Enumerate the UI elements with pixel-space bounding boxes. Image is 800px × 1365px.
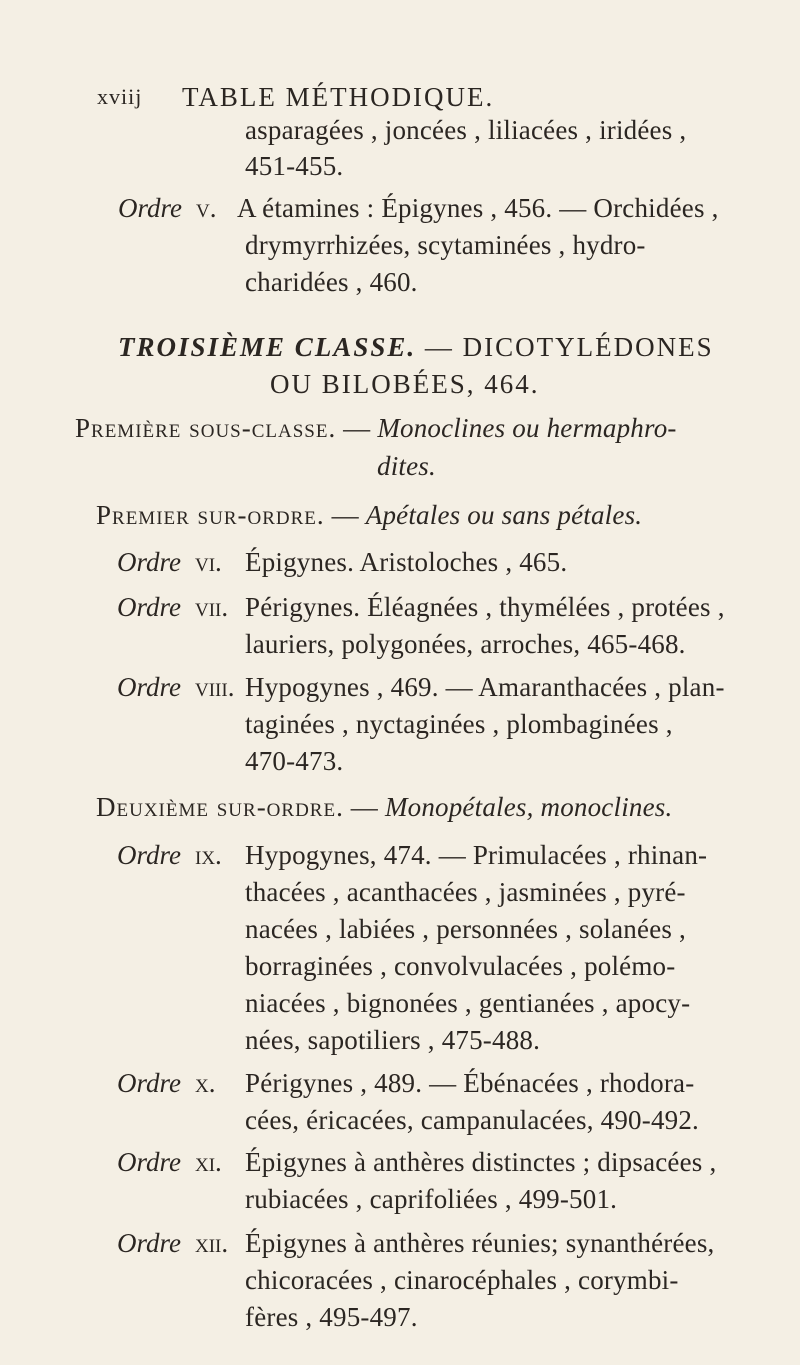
text-line: rubiacées , caprifoliées , 499-501.: [245, 1184, 618, 1214]
text-line: nacées , labiées , personnées , solanées ,: [245, 914, 686, 944]
text-line: thacées , acanthacées , jasminées , pyré-: [245, 877, 686, 907]
dash: —: [343, 792, 385, 822]
order-numeral: ix.: [195, 840, 222, 870]
order-numeral: x.: [195, 1068, 216, 1098]
text-line: niacées , bignonées , gentianées , apocy-: [245, 988, 691, 1018]
text-line: Périgynes. Éléagnées , thymélées , protées ,: [245, 592, 725, 622]
subclass-heading: [75, 411, 677, 445]
subclass-name-cont: dites.: [377, 451, 436, 481]
order-numeral: vi.: [195, 547, 222, 577]
superorder-heading: [96, 498, 642, 532]
superorder-name: Monopétales, monoclines.: [384, 792, 673, 822]
text-line: nées, sapotiliers , 475-488.: [245, 1025, 541, 1055]
order-numeral: viii.: [195, 672, 235, 702]
text-line: borraginées , convolvulacées , polémo-: [245, 951, 676, 981]
subclass-name: Monoclines ou hermaphro-: [377, 413, 677, 443]
dash: —: [324, 500, 366, 530]
class-heading-line2: OU BILOBÉES, 464.: [270, 369, 540, 399]
order-label: Ordre: [117, 672, 181, 702]
page-number: xviij: [97, 84, 143, 109]
text-line: Épigynes à anthères réunies; synanthérées,: [245, 1228, 715, 1258]
order-label: Ordre: [117, 1068, 181, 1098]
class-title: TROISIÈME CLASSE.: [118, 332, 417, 362]
text-line: taginées , nyctaginées , plombaginées ,: [245, 709, 673, 739]
dash: —: [336, 413, 378, 443]
order-label: Ordre: [117, 1228, 181, 1258]
text-line: drymyrrhizées, scytaminées , hydro-: [245, 230, 646, 260]
superorder-label: Premier sur-ordre.: [96, 500, 325, 530]
order-label: Ordre: [117, 840, 181, 870]
subclass-label: Première sous-classe.: [75, 413, 337, 443]
order-numeral: xi.: [195, 1147, 222, 1177]
text-line: Hypogynes , 469. — Amaranthacées , plan-: [245, 672, 725, 702]
text-line: 470-473.: [245, 746, 344, 776]
text-line: cées, éricacées, campanulacées, 490-492.: [245, 1105, 700, 1135]
text-line: 451-455.: [245, 151, 344, 181]
text-line: Périgynes , 489. — Ébénacées , rhodora-: [245, 1068, 695, 1098]
text-line: asparagées , joncées , liliacées , iridées ,: [245, 115, 687, 145]
text-line: charidées , 460.: [245, 267, 418, 297]
text-line: fères , 495-497.: [245, 1302, 418, 1332]
superorder-heading: [96, 790, 672, 824]
text-line: A étamines : Épigynes , 456. — Orchidées ,: [237, 193, 719, 223]
order-label: Ordre: [117, 547, 181, 577]
class-title-rest: — DICOTYLÉDONES: [416, 332, 714, 362]
text-line: Hypogynes, 474. — Primulacées , rhinan-: [245, 840, 708, 870]
superorder-name: Apétales ou sans pétales.: [365, 500, 643, 530]
class-heading: [118, 330, 714, 364]
text-line: Épigynes à anthères distinctes ; dipsacées ,: [245, 1147, 717, 1177]
text-line: lauriers, polygonées, arroches, 465-468.: [245, 629, 686, 659]
order-label: Ordre: [117, 592, 181, 622]
text-line: chicoracées , cinarocéphales , corymbi-: [245, 1265, 679, 1295]
order-numeral: vii.: [195, 592, 229, 622]
superorder-label: Deuxième sur-ordre.: [96, 792, 344, 822]
order-label: Ordre: [118, 193, 182, 223]
order-numeral: v.: [196, 193, 217, 223]
running-title: TABLE MÉTHODIQUE.: [182, 82, 495, 112]
order-label: Ordre: [117, 1147, 181, 1177]
text-line: Épigynes. Aristoloches , 465.: [245, 547, 568, 577]
order-numeral: xii.: [195, 1228, 229, 1258]
